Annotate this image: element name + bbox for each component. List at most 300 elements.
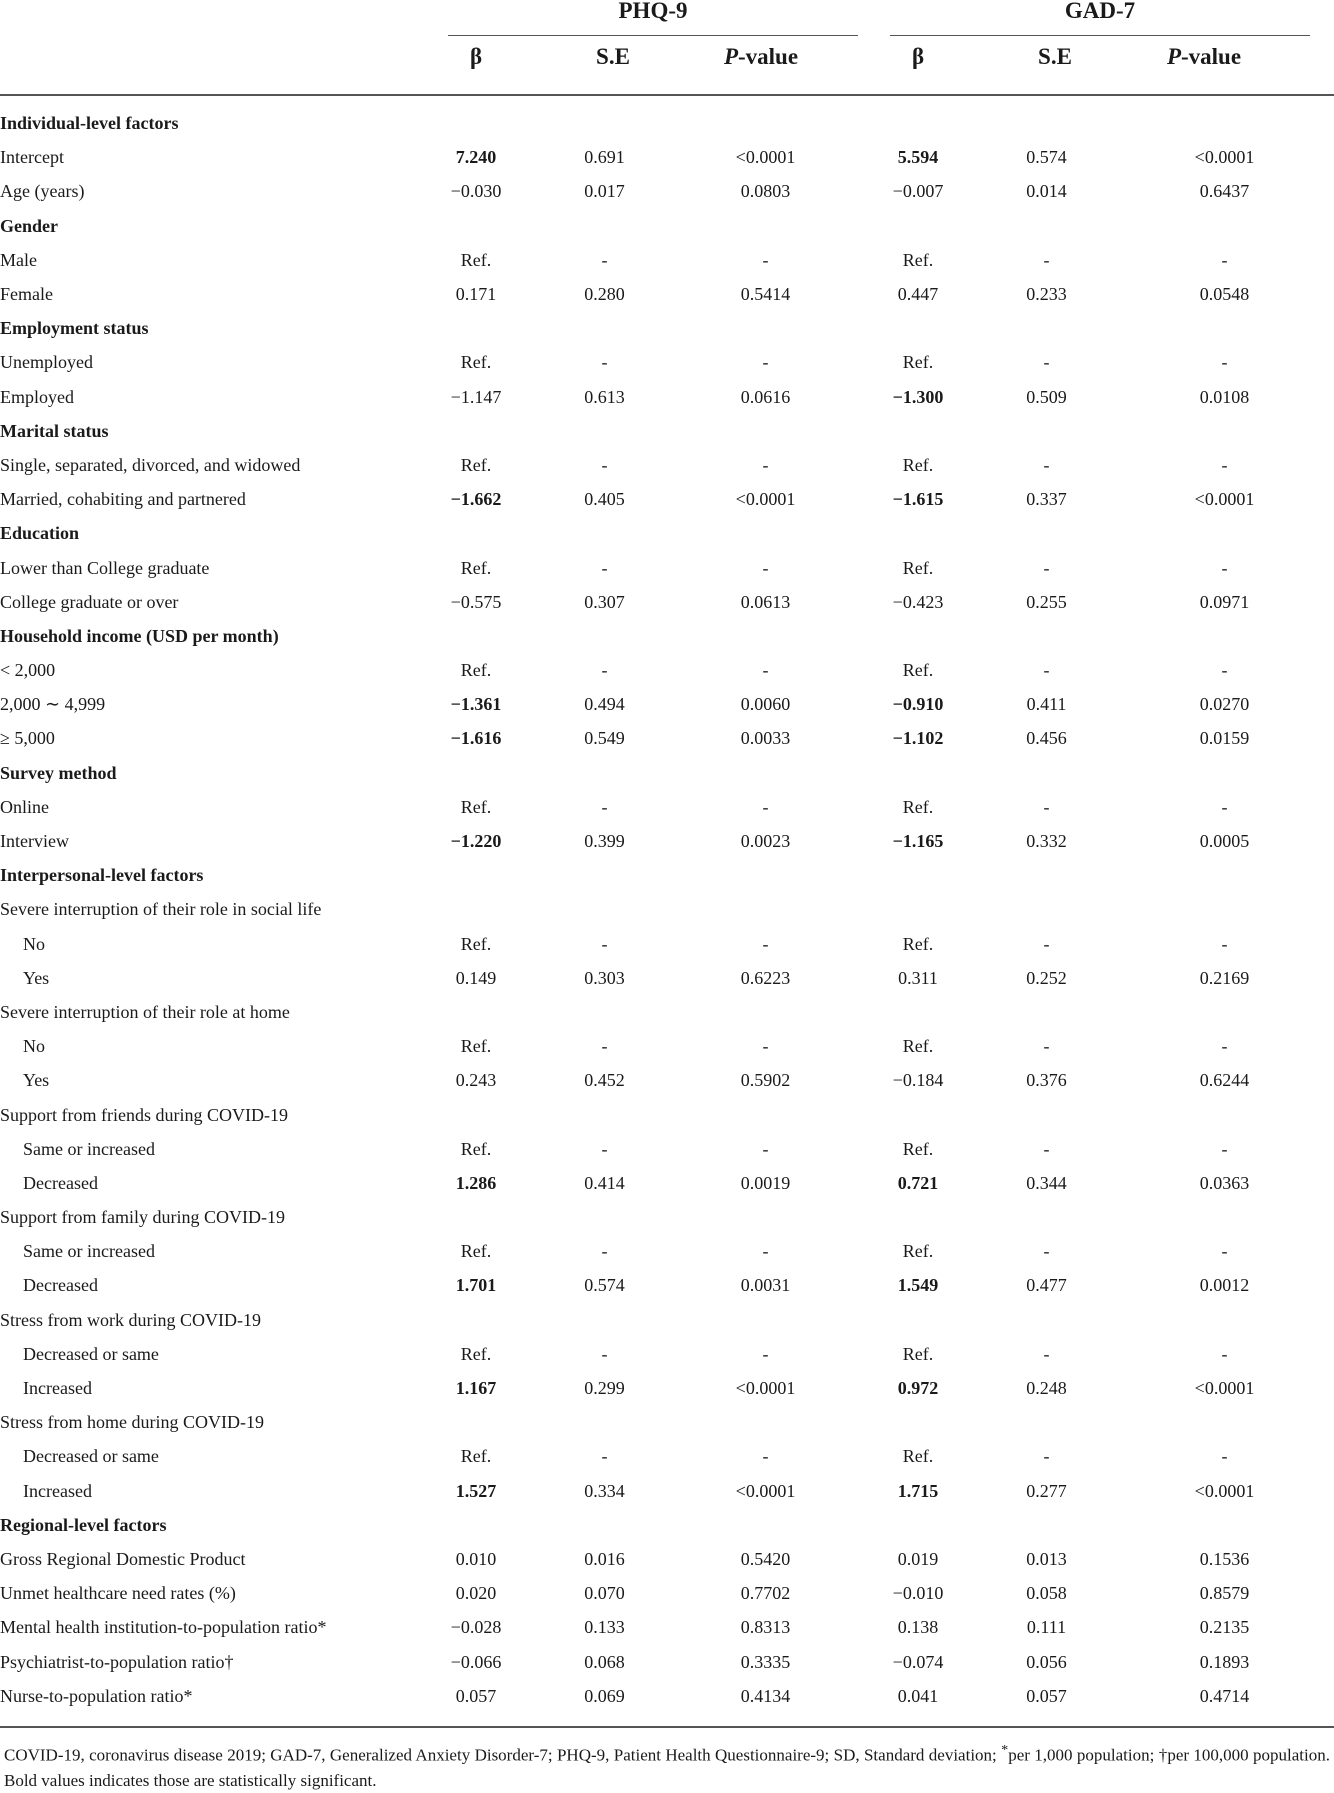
- cell-phq9-pvalue: -: [762, 933, 769, 954]
- row-label: Unemployed: [0, 352, 93, 373]
- cell-gad7-se: -: [1043, 1343, 1050, 1364]
- footnote-text-a: COVID-19, coronavirus disease 2019; GAD-7, Generalized Anxiety Disorder-7; PHQ-9, Patient Health Questionnaire-9; SD, Standard deviation;: [4, 1745, 1002, 1765]
- table-row: [0, 1610, 1334, 1644]
- row-label: Employment status: [0, 318, 149, 339]
- cell-gad7-se: [978, 756, 1115, 790]
- table-row: [0, 345, 1334, 379]
- colhead-gad7-pvalue: P-value: [1166, 44, 1242, 69]
- table-row: [0, 380, 1334, 414]
- cell-phq9-pvalue: <0.0001: [735, 147, 796, 168]
- row-label: Increased: [23, 1378, 92, 1399]
- cell-gad7-beta: [858, 995, 978, 1029]
- cell-gad7-pvalue: 0.0548: [1199, 284, 1250, 305]
- cell-gad7-beta: Ref.: [902, 796, 934, 817]
- cell-gad7-se: 0.574: [1026, 147, 1067, 168]
- cell-gad7-pvalue: <0.0001: [1194, 1378, 1255, 1399]
- row-label: Education: [0, 523, 80, 544]
- table-row: [0, 1679, 1334, 1713]
- row-label: Same or increased: [23, 1138, 155, 1159]
- cell-gad7-pvalue: -: [1221, 352, 1228, 373]
- cell-gad7-pvalue: [1115, 1097, 1334, 1131]
- cell-gad7-pvalue: -: [1221, 557, 1228, 578]
- cell-gad7-se: 0.233: [1026, 284, 1067, 305]
- cell-gad7-pvalue: -: [1221, 1036, 1228, 1057]
- cell-phq9-pvalue: 0.6223: [740, 967, 791, 988]
- cell-phq9-pvalue: [673, 858, 858, 892]
- cell-gad7-pvalue: -: [1221, 796, 1228, 817]
- colhead-gad7-se: S.E: [1038, 44, 1072, 69]
- cell-phq9-beta: Ref.: [460, 454, 492, 475]
- cell-gad7-beta: Ref.: [902, 352, 934, 373]
- cell-phq9-se: [536, 106, 673, 140]
- cell-phq9-se: 0.452: [584, 1070, 625, 1091]
- cell-phq9-se: 0.307: [584, 591, 625, 612]
- table-row: [0, 1268, 1334, 1302]
- row-label: Support from friends during COVID-19: [0, 1104, 288, 1125]
- cell-gad7-se: 0.252: [1026, 967, 1067, 988]
- cell-phq9-pvalue: [673, 1508, 858, 1542]
- table-row: [0, 1166, 1334, 1200]
- cell-gad7-beta: Ref.: [902, 660, 934, 681]
- cell-phq9-se: 0.494: [584, 694, 625, 715]
- cell-gad7-pvalue: -: [1221, 1138, 1228, 1159]
- cell-phq9-beta: −0.030: [450, 181, 502, 202]
- row-label: Yes: [23, 967, 50, 988]
- cell-phq9-beta: 0.171: [455, 284, 497, 305]
- row-label: Yes: [23, 1070, 50, 1091]
- cell-gad7-se: 0.014: [1026, 181, 1067, 202]
- cell-gad7-beta: Ref.: [902, 933, 934, 954]
- group-title-phq9: PHQ-9: [618, 0, 688, 23]
- cell-phq9-se: 0.017: [584, 181, 625, 202]
- row-label: Interpersonal-level factors: [0, 865, 204, 886]
- cell-gad7-beta: −0.910: [892, 694, 944, 715]
- section-header-row: [0, 516, 1334, 550]
- table-row: [0, 1132, 1334, 1166]
- table-row: [0, 1542, 1334, 1576]
- cell-phq9-se: [536, 209, 673, 243]
- row-label: No: [23, 933, 45, 954]
- row-label: Stress from work during COVID-19: [0, 1309, 261, 1330]
- cell-gad7-pvalue: [1115, 311, 1334, 345]
- table-row: [0, 790, 1334, 824]
- cell-phq9-pvalue: 0.8313: [740, 1617, 791, 1638]
- cell-gad7-beta: −0.184: [892, 1070, 944, 1091]
- cell-gad7-beta: [858, 1097, 978, 1131]
- cell-phq9-se: 0.399: [584, 831, 625, 852]
- table-row: [0, 1097, 1334, 1131]
- cell-gad7-pvalue: -: [1221, 1343, 1228, 1364]
- row-label: 2,000 ∼ 4,999: [0, 694, 106, 715]
- cell-gad7-pvalue: 0.6437: [1199, 181, 1250, 202]
- cell-phq9-se: -: [601, 1138, 608, 1159]
- cell-gad7-pvalue: 0.2169: [1199, 967, 1250, 988]
- cell-gad7-pvalue: [1115, 414, 1334, 448]
- cell-gad7-se: 0.248: [1026, 1378, 1067, 1399]
- cell-phq9-se: 0.133: [584, 1617, 625, 1638]
- cell-phq9-pvalue: 0.5420: [740, 1548, 791, 1569]
- cell-phq9-pvalue: 0.0023: [740, 831, 791, 852]
- group-rule-phq9: [448, 35, 858, 36]
- row-label: Severe interruption of their role in social life: [0, 899, 322, 920]
- cell-phq9-se: 0.574: [584, 1275, 625, 1296]
- row-label: < 2,000: [0, 660, 56, 681]
- header-rule: [0, 94, 1334, 96]
- cell-phq9-beta: −0.066: [450, 1651, 502, 1672]
- cell-gad7-pvalue: 0.0270: [1199, 694, 1250, 715]
- cell-phq9-se: 0.303: [584, 967, 625, 988]
- cell-gad7-se: [978, 1405, 1115, 1439]
- cell-phq9-pvalue: -: [762, 1036, 769, 1057]
- cell-phq9-pvalue: 0.0060: [740, 694, 791, 715]
- cell-gad7-pvalue: 0.1536: [1199, 1548, 1250, 1569]
- cell-phq9-se: [536, 414, 673, 448]
- cell-phq9-pvalue: -: [762, 249, 769, 270]
- cell-phq9-beta: −1.147: [450, 386, 502, 407]
- cell-gad7-se: -: [1043, 352, 1050, 373]
- cell-phq9-beta: [416, 311, 536, 345]
- cell-phq9-se: [536, 1097, 673, 1131]
- row-label: Support from family during COVID-19: [0, 1207, 285, 1228]
- cell-gad7-beta: −0.074: [892, 1651, 944, 1672]
- cell-phq9-pvalue: 0.0613: [740, 591, 791, 612]
- cell-phq9-pvalue: [673, 1303, 858, 1337]
- cell-gad7-se: [978, 311, 1115, 345]
- cell-phq9-pvalue: 0.0019: [740, 1172, 791, 1193]
- cell-gad7-pvalue: [1115, 1405, 1334, 1439]
- colhead-phq9-se: S.E: [596, 44, 630, 69]
- cell-phq9-se: [536, 995, 673, 1029]
- row-label: Decreased or same: [23, 1343, 159, 1364]
- row-label: ≥ 5,000: [0, 728, 55, 749]
- colhead-phq9-pvalue: P-value: [723, 44, 799, 69]
- cell-gad7-se: 0.277: [1026, 1480, 1067, 1501]
- cell-gad7-pvalue: [1115, 1200, 1334, 1234]
- cell-phq9-se: -: [601, 796, 608, 817]
- cell-gad7-se: [978, 995, 1115, 1029]
- row-label: Severe interruption of their role at home: [0, 1001, 290, 1022]
- cell-gad7-se: -: [1043, 933, 1050, 954]
- cell-phq9-beta: Ref.: [460, 1446, 492, 1467]
- cell-phq9-se: -: [601, 557, 608, 578]
- cell-phq9-se: 0.069: [584, 1685, 625, 1706]
- cell-phq9-beta: Ref.: [460, 557, 492, 578]
- table-row: [0, 1337, 1334, 1371]
- cell-gad7-beta: [858, 858, 978, 892]
- cell-phq9-se: 0.299: [584, 1378, 625, 1399]
- colhead-gad7-beta: β: [911, 44, 925, 69]
- cell-phq9-pvalue: [673, 995, 858, 1029]
- cell-gad7-beta: Ref.: [902, 1446, 934, 1467]
- cell-phq9-beta: [416, 892, 536, 926]
- cell-phq9-se: -: [601, 1241, 608, 1262]
- cell-gad7-pvalue: 0.6244: [1199, 1070, 1250, 1091]
- row-label: Same or increased: [23, 1241, 155, 1262]
- cell-phq9-pvalue: 0.0031: [740, 1275, 791, 1296]
- cell-gad7-pvalue: 0.0159: [1199, 728, 1250, 749]
- table-row: [0, 1200, 1334, 1234]
- table-row: [0, 585, 1334, 619]
- row-label: Psychiatrist-to-population ratio†: [0, 1651, 234, 1672]
- cell-gad7-beta: 1.715: [897, 1480, 939, 1501]
- table-row: [0, 1371, 1334, 1405]
- row-label: Decreased or same: [23, 1446, 159, 1467]
- cell-gad7-pvalue: -: [1221, 660, 1228, 681]
- cell-phq9-pvalue: [673, 516, 858, 550]
- table-row: [0, 1474, 1334, 1508]
- row-label: College graduate or over: [0, 591, 179, 612]
- section-header-row: [0, 756, 1334, 790]
- cell-gad7-se: 0.509: [1026, 386, 1067, 407]
- group-rule-gad7: [890, 35, 1310, 36]
- cell-gad7-se: 0.376: [1026, 1070, 1067, 1091]
- cell-phq9-se: -: [601, 1036, 608, 1057]
- cell-gad7-se: 0.332: [1026, 831, 1067, 852]
- table-row: [0, 995, 1334, 1029]
- cell-gad7-pvalue: 0.0005: [1199, 831, 1250, 852]
- cell-gad7-beta: Ref.: [902, 1241, 934, 1262]
- cell-gad7-pvalue: 0.4714: [1199, 1685, 1250, 1706]
- cell-gad7-beta: −1.102: [892, 728, 944, 749]
- cell-phq9-pvalue: [673, 756, 858, 790]
- table-row: [0, 1029, 1334, 1063]
- cell-phq9-pvalue: -: [762, 796, 769, 817]
- cell-gad7-beta: −1.300: [892, 386, 944, 407]
- cell-gad7-se: -: [1043, 660, 1050, 681]
- cell-gad7-pvalue: 0.0012: [1199, 1275, 1250, 1296]
- cell-gad7-pvalue: 0.1893: [1199, 1651, 1250, 1672]
- cell-gad7-se: -: [1043, 1138, 1050, 1159]
- cell-gad7-pvalue: [1115, 995, 1334, 1029]
- cell-phq9-se: 0.334: [584, 1480, 625, 1501]
- cell-phq9-beta: [416, 516, 536, 550]
- cell-phq9-pvalue: -: [762, 660, 769, 681]
- cell-phq9-se: 0.068: [584, 1651, 625, 1672]
- cell-phq9-se: 0.613: [584, 386, 625, 407]
- cell-gad7-se: 0.057: [1026, 1685, 1067, 1706]
- cell-phq9-pvalue: -: [762, 352, 769, 373]
- row-label: Survey method: [0, 762, 117, 783]
- cell-gad7-beta: [858, 1508, 978, 1542]
- cell-gad7-se: 0.013: [1026, 1548, 1067, 1569]
- row-label: Gender: [0, 215, 58, 236]
- table-row: [0, 482, 1334, 516]
- cell-phq9-beta: Ref.: [460, 933, 492, 954]
- cell-phq9-beta: [416, 1405, 536, 1439]
- cell-phq9-beta: [416, 858, 536, 892]
- table-row: [0, 1576, 1334, 1610]
- cell-phq9-pvalue: [673, 892, 858, 926]
- cell-gad7-beta: 0.447: [897, 284, 939, 305]
- cell-gad7-pvalue: 0.2135: [1199, 1617, 1250, 1638]
- cell-phq9-beta: [416, 209, 536, 243]
- cell-gad7-pvalue: 0.0971: [1199, 591, 1250, 612]
- cell-gad7-beta: −1.165: [892, 831, 944, 852]
- cell-phq9-pvalue: 0.3335: [740, 1651, 791, 1672]
- cell-gad7-pvalue: [1115, 209, 1334, 243]
- cell-gad7-pvalue: -: [1221, 1241, 1228, 1262]
- row-label: Regional-level factors: [0, 1514, 167, 1535]
- cell-gad7-se: 0.111: [1026, 1617, 1067, 1638]
- cell-gad7-beta: Ref.: [902, 1036, 934, 1057]
- cell-phq9-se: 0.405: [584, 489, 625, 510]
- section-header-row: [0, 858, 1334, 892]
- footnote-text-b: per 1,000 population; †per 100,000 population. Bold values indicates those are statistically significant.: [4, 1745, 1330, 1790]
- cell-phq9-beta: [416, 1200, 536, 1234]
- cell-phq9-pvalue: 0.0803: [740, 181, 791, 202]
- cell-gad7-beta: [858, 311, 978, 345]
- cell-phq9-se: 0.549: [584, 728, 625, 749]
- cell-phq9-beta: [416, 995, 536, 1029]
- cell-phq9-beta: 1.286: [455, 1172, 497, 1193]
- cell-gad7-beta: 5.594: [897, 147, 939, 168]
- cell-phq9-se: -: [601, 933, 608, 954]
- row-label: Individual-level factors: [0, 113, 179, 134]
- cell-gad7-pvalue: -: [1221, 1446, 1228, 1467]
- cell-gad7-se: 0.056: [1026, 1651, 1067, 1672]
- cell-gad7-se: [978, 1097, 1115, 1131]
- cell-phq9-beta: 0.020: [455, 1583, 497, 1604]
- cell-gad7-beta: 1.549: [897, 1275, 939, 1296]
- cell-gad7-pvalue: [1115, 756, 1334, 790]
- cell-gad7-beta: −0.010: [892, 1583, 944, 1604]
- cell-gad7-pvalue: -: [1221, 454, 1228, 475]
- cell-phq9-pvalue: [673, 106, 858, 140]
- footer-rule: [0, 1726, 1334, 1728]
- cell-phq9-se: [536, 1405, 673, 1439]
- table-row: [0, 927, 1334, 961]
- row-label: Single, separated, divorced, and widowed: [0, 454, 301, 475]
- cell-phq9-beta: Ref.: [460, 796, 492, 817]
- cell-gad7-pvalue: [1115, 619, 1334, 653]
- cell-gad7-beta: Ref.: [902, 454, 934, 475]
- cell-gad7-se: [978, 619, 1115, 653]
- row-label: No: [23, 1036, 45, 1057]
- cell-gad7-beta: [858, 892, 978, 926]
- footnote-sup: *: [1001, 1742, 1009, 1758]
- cell-phq9-se: -: [601, 249, 608, 270]
- cell-phq9-beta: 0.149: [455, 967, 497, 988]
- cell-gad7-beta: [858, 1200, 978, 1234]
- cell-gad7-pvalue: <0.0001: [1194, 1480, 1255, 1501]
- cell-phq9-pvalue: [673, 1200, 858, 1234]
- row-label: Employed: [0, 386, 74, 407]
- row-label: Female: [0, 284, 53, 305]
- table-row: [0, 721, 1334, 755]
- table-row: [0, 824, 1334, 858]
- cell-gad7-se: -: [1043, 1036, 1050, 1057]
- cell-gad7-beta: [858, 414, 978, 448]
- cell-gad7-beta: 0.721: [897, 1172, 939, 1193]
- table-row: [0, 1063, 1334, 1097]
- row-label: Increased: [23, 1480, 92, 1501]
- cell-gad7-beta: 0.138: [897, 1617, 939, 1638]
- cell-gad7-pvalue: -: [1221, 249, 1228, 270]
- cell-phq9-beta: 1.167: [455, 1378, 497, 1399]
- row-label: Gross Regional Domestic Product: [0, 1548, 246, 1569]
- cell-phq9-se: -: [601, 1343, 608, 1364]
- table-row: [0, 1405, 1334, 1439]
- cell-gad7-pvalue: -: [1221, 933, 1228, 954]
- cell-gad7-beta: 0.041: [897, 1685, 939, 1706]
- table-row: [0, 277, 1334, 311]
- cell-phq9-beta: [416, 756, 536, 790]
- cell-gad7-se: [978, 209, 1115, 243]
- table-row: [0, 243, 1334, 277]
- section-header-row: [0, 209, 1334, 243]
- cell-phq9-pvalue: 0.5902: [740, 1070, 791, 1091]
- cell-phq9-pvalue: 0.7702: [740, 1583, 791, 1604]
- cell-phq9-pvalue: 0.4134: [740, 1685, 791, 1706]
- cell-phq9-pvalue: <0.0001: [735, 1378, 796, 1399]
- cell-gad7-pvalue: [1115, 892, 1334, 926]
- cell-phq9-se: [536, 892, 673, 926]
- cell-phq9-se: [536, 619, 673, 653]
- cell-phq9-beta: 1.701: [455, 1275, 497, 1296]
- cell-gad7-se: 0.058: [1026, 1583, 1067, 1604]
- table-row: [0, 1439, 1334, 1473]
- cell-gad7-beta: [858, 1303, 978, 1337]
- cell-phq9-pvalue: [673, 209, 858, 243]
- cell-gad7-se: [978, 892, 1115, 926]
- cell-phq9-se: [536, 1303, 673, 1337]
- cell-gad7-beta: [858, 516, 978, 550]
- cell-phq9-beta: −1.662: [450, 489, 502, 510]
- cell-phq9-beta: 0.010: [455, 1548, 497, 1569]
- cell-gad7-beta: [858, 619, 978, 653]
- row-label: Household income (USD per month): [0, 625, 279, 646]
- cell-gad7-beta: [858, 756, 978, 790]
- cell-phq9-se: 0.691: [584, 147, 625, 168]
- row-label: Online: [0, 796, 49, 817]
- table-row: [0, 140, 1334, 174]
- cell-gad7-se: 0.411: [1026, 694, 1067, 715]
- cell-gad7-beta: [858, 209, 978, 243]
- table-row: [0, 1234, 1334, 1268]
- cell-gad7-beta: 0.311: [898, 967, 938, 988]
- cell-phq9-se: 0.414: [584, 1172, 625, 1193]
- cell-phq9-se: -: [601, 352, 608, 373]
- cell-gad7-pvalue: [1115, 516, 1334, 550]
- row-label: Age (years): [0, 181, 85, 202]
- cell-gad7-se: -: [1043, 557, 1050, 578]
- row-label: Mental health institution-to-population ratio*: [0, 1617, 327, 1638]
- table-row: [0, 892, 1334, 926]
- cell-gad7-se: [978, 1508, 1115, 1542]
- cell-phq9-se: [536, 756, 673, 790]
- cell-phq9-beta: 1.527: [455, 1480, 497, 1501]
- row-label: Decreased: [23, 1172, 98, 1193]
- cell-phq9-beta: −0.028: [450, 1617, 502, 1638]
- results-table: [0, 106, 1334, 1713]
- cell-phq9-beta: 7.240: [455, 147, 497, 168]
- row-label: Decreased: [23, 1275, 98, 1296]
- cell-gad7-pvalue: [1115, 1508, 1334, 1542]
- cell-phq9-beta: [416, 1097, 536, 1131]
- cell-gad7-se: [978, 858, 1115, 892]
- cell-phq9-se: 0.280: [584, 284, 625, 305]
- cell-gad7-se: 0.255: [1026, 591, 1067, 612]
- cell-gad7-beta: Ref.: [902, 557, 934, 578]
- cell-phq9-beta: Ref.: [460, 1343, 492, 1364]
- cell-phq9-pvalue: -: [762, 1138, 769, 1159]
- cell-gad7-se: 0.344: [1026, 1172, 1067, 1193]
- cell-gad7-beta: −1.615: [892, 489, 944, 510]
- cell-phq9-pvalue: [673, 311, 858, 345]
- row-label: Marital status: [0, 420, 109, 441]
- cell-gad7-se: [978, 1303, 1115, 1337]
- cell-phq9-pvalue: [673, 1405, 858, 1439]
